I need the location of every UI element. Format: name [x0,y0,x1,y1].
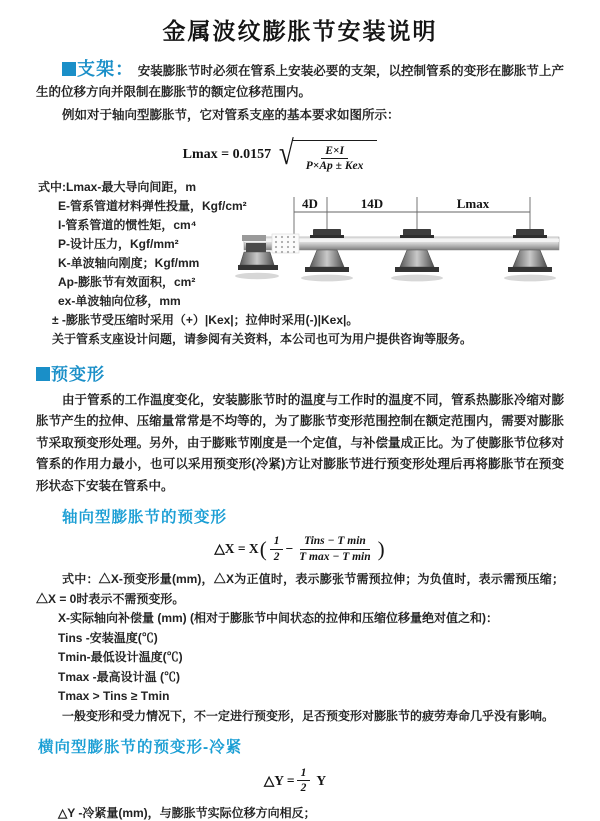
support-intro-text: 安装膨胀节时必须在管系上安装必要的支架，以控制管系的变形在膨胀节上产生的位移方向并限制在膨胀节的额定位移范围内。 [36,64,564,99]
axial-preform-heading: 轴向型膨胀节的预变形 [62,509,228,527]
open-paren: ( [259,536,267,561]
fraction-denominator: 2 [273,550,280,563]
support-section-heading: 支架： [77,59,135,79]
formula-delta-y-rhs: Y [316,772,327,788]
support-example-line: 例如对于轴向型膨胀节，它对管系支座的基本要求如图所示： [62,108,400,122]
plus-minus-note: ± -膨胀节受压缩时采用（+）|Kex|；拉伸时采用(-)|Kex|。 [52,312,359,327]
formula-lmax-lhs: Lmax = 0.0157 [182,146,272,162]
definition-line: E-管系管道材料弹性投量，Kgf/cm² [58,198,247,213]
lateral-preform-heading: 横向型膨胀节的预变形-冷紧 [38,739,243,756]
page-title: 金属波纹膨胀节安装说明 [162,18,438,44]
delta-x-explain: 式中：△X-预变形量(mm)，△X为正值时，表示膨张节需预拉伸；为负值时，表示需预压缩；△X = 0时表示不需预变形。 [36,572,564,606]
document-content [0,59,600,821]
definition-line: 式中:Lmax-最大导向间距，m [38,179,197,194]
radical-sign: √ [278,135,294,172]
fraction-numerator: E×I [321,144,348,159]
formula-lmax-fraction [302,144,368,174]
formula-delta-x-lhs: △X = X [214,541,259,557]
formula-delta-y-lhs: △Y = [263,772,295,788]
minus-operator: − [285,541,294,557]
preform-section-heading: 预变形 [51,364,105,384]
definition-line: K-单波轴向刚度；Kgf/mm [58,255,200,270]
support-closing-note: 关于管系支座设计问题，请参阅有关资料，本公司也可为用户提供咨询等服务。 [52,331,473,346]
close-paren: ) [377,536,385,561]
section-marker-square-icon [62,62,76,76]
dimension-label-4d: 4D [302,196,318,211]
temp-definition-line: Tmax -最高设计温 (℃) [58,669,181,684]
fraction-denominator: P×Ap ± Kex [305,160,364,173]
temp-definition-line: Tmin-最低设计温度(℃) [58,650,183,664]
temperature-fraction [295,534,375,564]
fraction-numerator: Tins − T min [300,534,370,549]
support-section-intro [36,59,564,103]
section-marker-square-icon [36,367,50,381]
definition-line: I-管系管道的惯性矩，cm⁴ [58,217,197,232]
sqrt-content [292,140,378,174]
definition-line: ex-单波轴向位移，mm [58,293,181,308]
preform-paragraph: 由于管系的工作温度变化，安装膨胀节时的温度与工作时的温度不同，管系热膨胀冷缩对膨胀节产生的拉伸、压缩量常常是不均等的，为了膨胀节变形范围控制在额定范围内，需要对膨胀节采取预变形处理。另外，由于膨账节刚度是一个定值，与补偿量成正比。为了使膨胀节位移对管系的作用力最小，也可以采用预变形(冷紧)方让对膨胀节进行预变形处理后再将膨胀节在预变形状态下安装在管系中。 [36,392,564,493]
fraction-numerator: 1 [297,766,311,781]
axial-note-line: 一般变形和受力情况下，不一定进行预变形，足否预变形对膨胀节的疲劳寿命几乎没有影响。 [62,708,555,723]
fraction-denominator: T max − T min [299,550,371,563]
temp-definition-line: Tins -安装温度(℃) [58,630,158,645]
dimension-label-lmax: Lmax [456,196,490,211]
delta-y-definition: △Y -冷紧量(mm)，与膨胀节实际位移方向相反； [58,805,316,820]
fraction-numerator: 1 [270,534,284,549]
fraction-denominator: 2 [300,782,307,795]
sqrt-expression [277,136,377,174]
bellows-icon [272,234,299,253]
formula-delta-x [36,534,564,564]
x-definition-line: X-实际轴向补偿量 (mm) (相对于膨胀节中间状态的拉伸和压缩位移量绝对值之和)： [58,611,498,625]
definition-line: Ap-膨胀节有效面积，cm² [58,274,196,289]
temp-inequality-line: Tmax > Tins ≥ Tmin [58,689,170,703]
one-half-fraction [297,766,311,796]
pipe-support-diagram [242,191,594,293]
formula-delta-x-definitions [36,570,564,726]
preform-section-heading-row [36,360,564,385]
formula-lmax [0,136,564,174]
dimension-label-14d: 14D [360,196,384,211]
definition-line: P-设计压力，Kgf/mm² [58,236,179,251]
one-half-fraction [270,534,284,564]
formula-delta-y [26,766,564,796]
